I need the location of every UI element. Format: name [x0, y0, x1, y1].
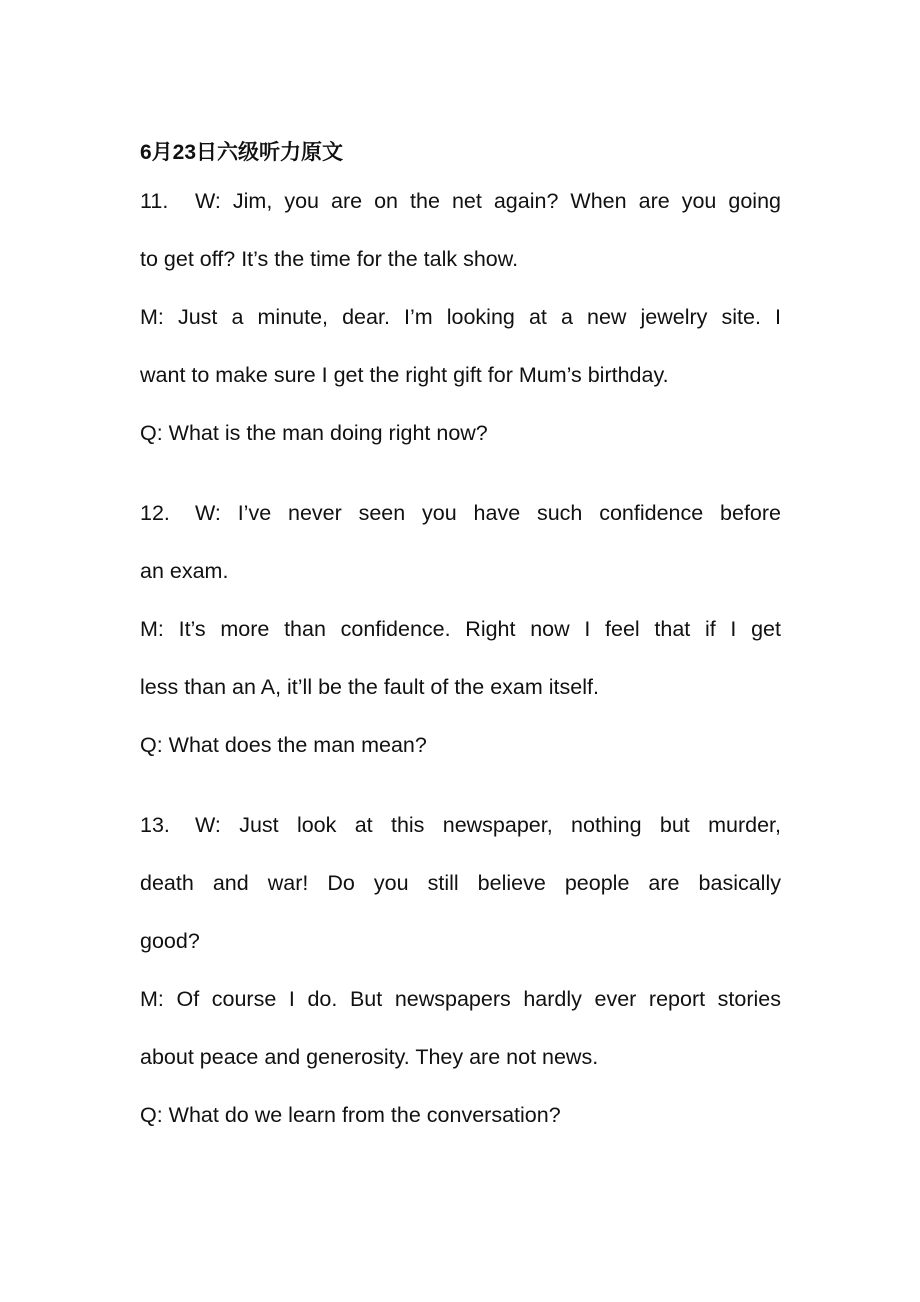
- q12-woman-line-1: [140, 498, 781, 528]
- q12-woman-line-2: an exam.: [140, 559, 229, 583]
- q13-woman-line-1: [140, 810, 781, 840]
- q13-man-line-1: M: Of course I do. But newspapers hardly ever report stories: [140, 987, 781, 1011]
- q11-man-line-2: want to make sure I get the right gift for Mum’s birthday.: [140, 363, 669, 387]
- q13-question: Q: What do we learn from the conversation?: [140, 1103, 561, 1127]
- q11-woman-line-1: [140, 186, 781, 216]
- q12-man-line-2: less than an A, it’ll be the fault of the exam itself.: [140, 675, 599, 699]
- q13-woman-text-1: W: Just look at this newspaper, nothing but murder,: [195, 813, 781, 837]
- document-title: 6月23日六级听力原文: [140, 141, 344, 164]
- q12-man-line-1: M: It’s more than confidence. Right now I feel that if I get: [140, 617, 781, 641]
- q11-number: 11.: [140, 189, 169, 213]
- q11-woman-text-1: W: Jim, you are on the net again? When are you going: [195, 189, 781, 213]
- q13-woman-line-3: good?: [140, 929, 200, 953]
- q12-number: 12.: [140, 501, 170, 525]
- q13-man-line-2: about peace and generosity. They are not news.: [140, 1045, 599, 1069]
- q13-number: 13.: [140, 813, 170, 837]
- q11-question: Q: What is the man doing right now?: [140, 421, 488, 445]
- q12-question: Q: What does the man mean?: [140, 733, 427, 757]
- q12-woman-text-1: W: I’ve never seen you have such confidence before: [195, 501, 781, 525]
- q11-man-line-1: M: Just a minute, dear. I’m looking at a new jewelry site. I: [140, 305, 781, 329]
- q11-woman-line-2: to get off? It’s the time for the talk show.: [140, 247, 519, 271]
- q13-woman-line-2: death and war! Do you still believe people are basically: [140, 871, 781, 895]
